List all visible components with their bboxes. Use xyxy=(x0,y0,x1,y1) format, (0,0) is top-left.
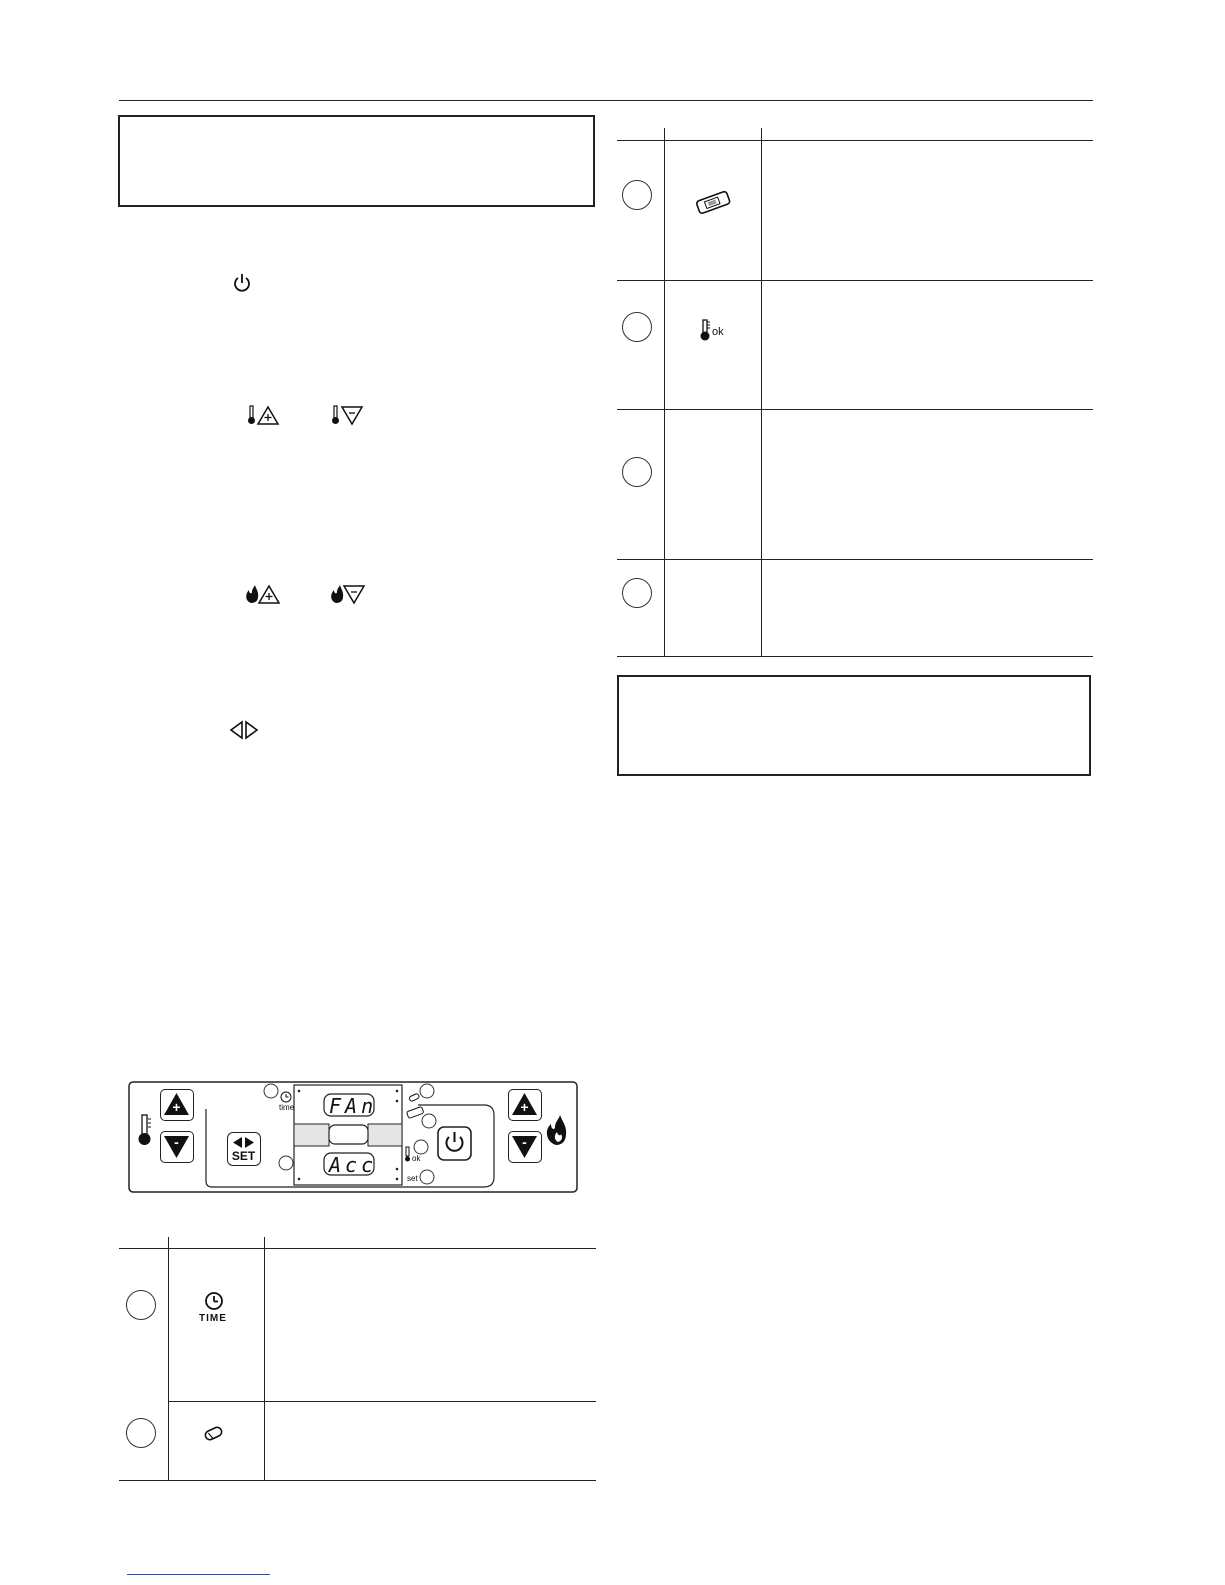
set-button-label: SET xyxy=(231,1149,256,1163)
power-up-label: + xyxy=(520,1099,529,1115)
time-icon-label: TIME xyxy=(199,1313,227,1324)
thermometer-ok-icon xyxy=(698,318,712,342)
flame-minus-icon xyxy=(328,583,366,605)
flame-plus-icon xyxy=(243,583,281,605)
row-number-circle xyxy=(126,1290,156,1320)
row-number-circle xyxy=(126,1418,156,1448)
remote-icon xyxy=(694,189,732,215)
top-rule xyxy=(119,100,1093,101)
time-tiny-label: time xyxy=(279,1103,295,1112)
power-down-button[interactable] xyxy=(508,1131,542,1163)
display-top-text: FAn xyxy=(329,1094,378,1118)
temp-down-button[interactable] xyxy=(160,1131,194,1163)
thermometer-ok-label: ok xyxy=(712,326,724,338)
set-arrows-icon xyxy=(228,720,262,740)
row-number-circle xyxy=(622,312,652,342)
power-icon xyxy=(232,272,252,294)
note-box-left xyxy=(118,115,595,207)
key-icon xyxy=(201,1423,227,1443)
footer-link[interactable] xyxy=(127,1574,270,1575)
thermo-plus-icon xyxy=(246,404,280,426)
row-number-circle xyxy=(622,180,652,210)
control-panel-diagram xyxy=(128,1081,578,1193)
power-up-button[interactable] xyxy=(508,1089,542,1121)
clock-icon xyxy=(203,1290,225,1312)
row-number-circle xyxy=(622,457,652,487)
note-box-right xyxy=(617,675,1091,776)
temp-up-label: + xyxy=(172,1099,181,1115)
set-button[interactable] xyxy=(227,1132,261,1166)
display-bottom-text: Acc xyxy=(329,1153,378,1177)
temp-up-button[interactable] xyxy=(160,1089,194,1121)
row-number-circle xyxy=(622,578,652,608)
ok-tiny-label: ok xyxy=(412,1154,421,1163)
set-tiny-label: set xyxy=(407,1174,418,1183)
thermo-minus-icon xyxy=(330,404,364,426)
power-down-label: - xyxy=(522,1134,527,1150)
temp-down-label: - xyxy=(174,1134,179,1150)
